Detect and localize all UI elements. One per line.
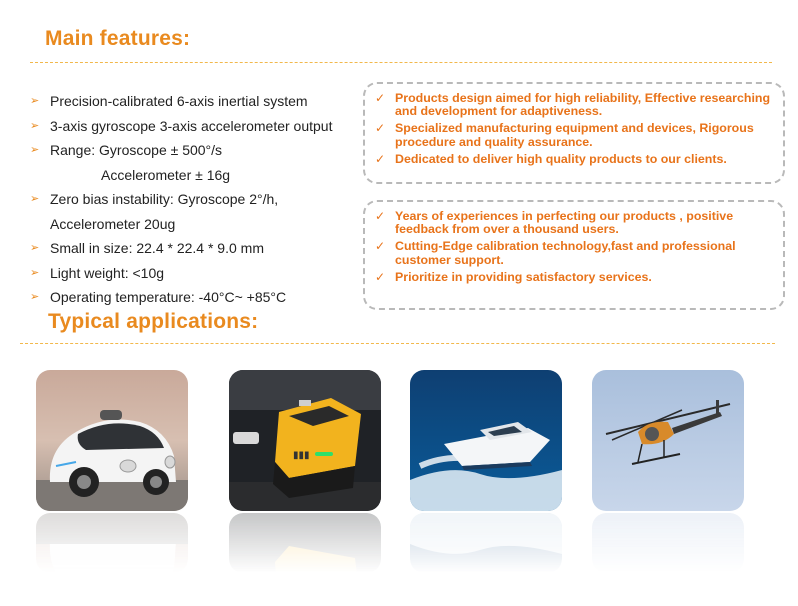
check-icon: ✓ <box>375 121 386 136</box>
check-icon: ✓ <box>375 209 386 223</box>
arrow-bullet-icon: ➢ <box>30 291 40 303</box>
quality-item: ✓ Products design aimed for high reliability, Effective researching and development for adaptiveness. <box>375 91 771 119</box>
self-driving-car-icon <box>36 370 188 511</box>
service-item: ✓ Cutting-Edge calibration technology,fast and professional customer support. <box>375 239 736 267</box>
spec-item: ➢ Operating temperature: -40°C~ +85°C <box>30 285 370 310</box>
speedboat-photo <box>410 370 562 511</box>
arrow-bullet-icon: ➢ <box>30 95 40 107</box>
arrow-bullet-icon: ➢ <box>30 144 40 156</box>
service-box <box>363 200 785 310</box>
logistics-robot-reflection <box>229 513 381 573</box>
main-features-heading: Main features: <box>45 27 191 50</box>
check-icon: ✓ <box>375 269 386 284</box>
spec-item: ➢ Range: Gyroscope ± 500°/s <box>30 138 370 163</box>
spec-list <box>30 89 370 310</box>
check-icon: ✓ <box>375 91 386 105</box>
helicopter-icon <box>592 370 744 511</box>
service-item: ✓ Prioritize in providing satisfactory services. <box>375 269 652 284</box>
arrow-bullet-icon: ➢ <box>30 193 40 205</box>
spec-item-continued: Accelerometer ± 16g <box>101 166 231 183</box>
check-icon: ✓ <box>375 151 386 166</box>
self-driving-car-reflection <box>36 513 188 573</box>
arrow-bullet-icon: ➢ <box>30 242 40 254</box>
speedboat-reflection <box>410 513 562 573</box>
spec-item: ➢ 3-axis gyroscope 3-axis accelerometer output <box>30 114 370 139</box>
quality-box <box>363 82 785 184</box>
typical-applications-heading: Typical applications: <box>48 310 259 333</box>
speedboat-icon <box>410 370 562 511</box>
divider <box>20 343 775 344</box>
divider <box>30 62 772 63</box>
spec-item: ➢ Light weight: <10g <box>30 261 370 286</box>
helicopter-reflection <box>592 513 744 573</box>
quality-item: ✓ Specialized manufacturing equipment and devices, Rigorous procedure and quality assurance. <box>375 121 754 149</box>
spec-item-continued: Accelerometer 20ug <box>50 215 176 232</box>
spec-item: ➢ Precision-calibrated 6-axis inertial system <box>30 89 370 114</box>
spec-item: ➢ Small in size: 22.4 * 22.4 * 9.0 mm <box>30 236 370 261</box>
spec-item: ➢ Zero bias instability: Gyroscope 2°/h, <box>30 187 370 212</box>
svg-text:▮▮▮: ▮▮▮ <box>293 450 310 461</box>
arrow-bullet-icon: ➢ <box>30 119 40 132</box>
service-item: ✓ Years of experiences in perfecting our products , positive feedback from over a thousand users. <box>375 209 734 237</box>
arrow-bullet-icon: ➢ <box>30 266 40 279</box>
check-icon: ✓ <box>375 239 386 254</box>
self-driving-car-photo <box>36 370 188 511</box>
helicopter-photo <box>592 370 744 511</box>
quality-item: ✓ Dedicated to deliver high quality products to our clients. <box>375 151 727 166</box>
logistics-robot-icon <box>229 370 381 511</box>
logistics-robot-photo <box>229 370 381 511</box>
